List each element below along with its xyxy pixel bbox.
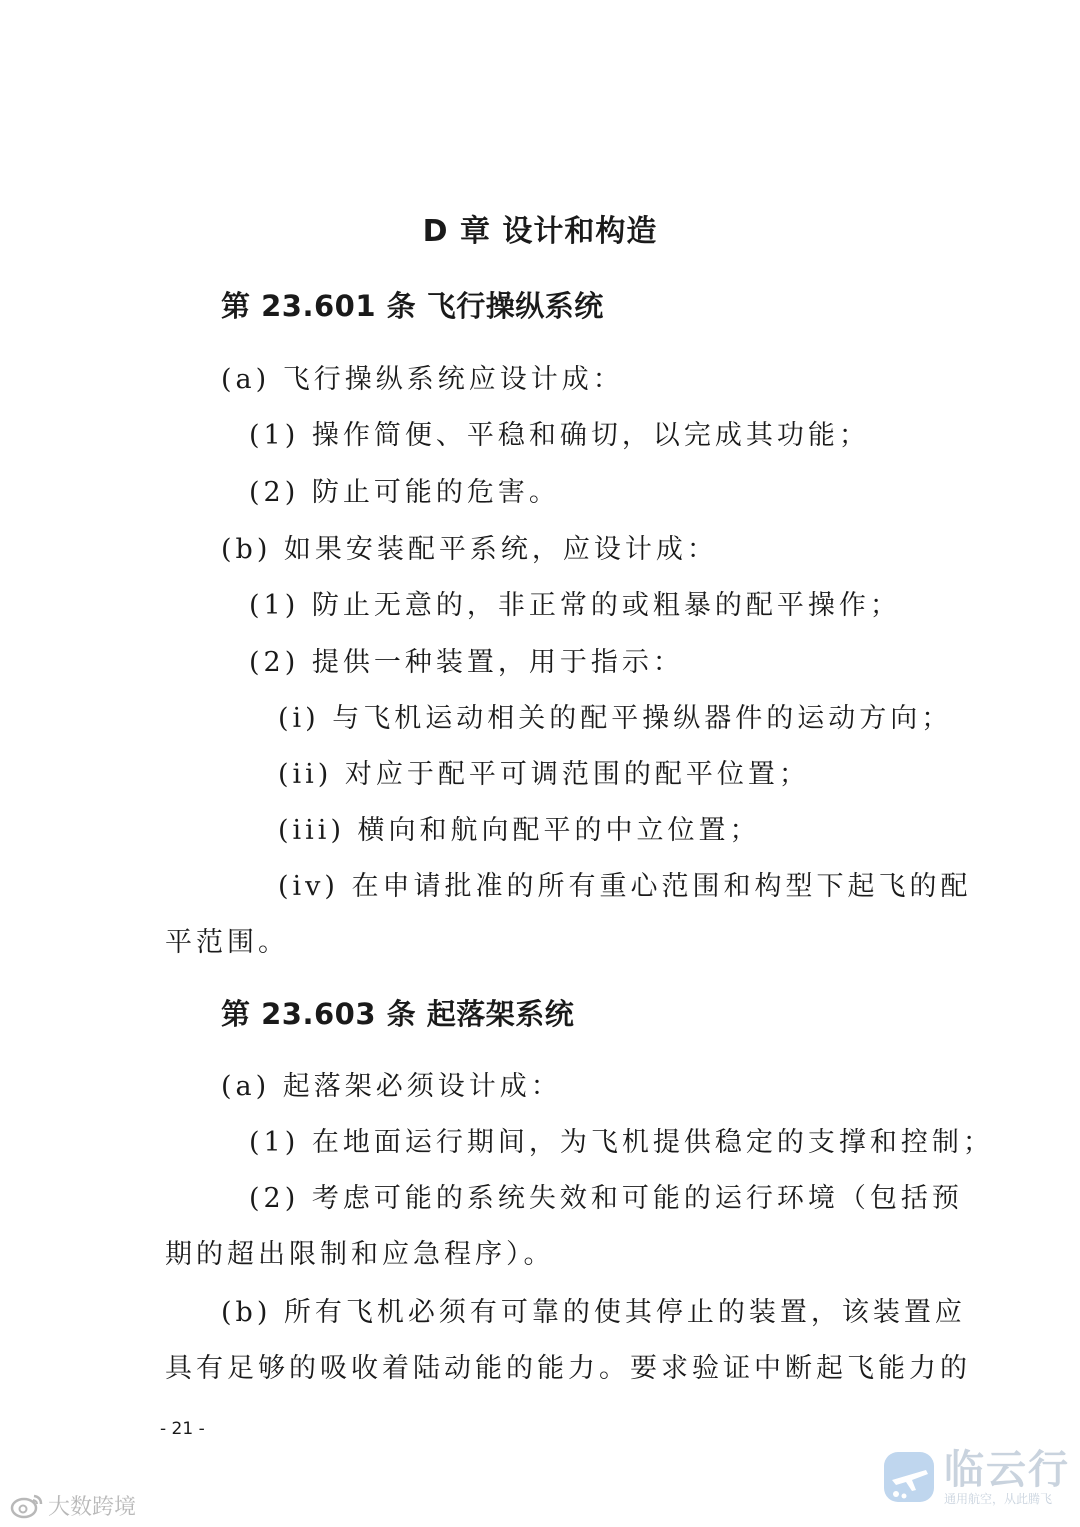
paragraph-line: 平范围。 bbox=[165, 927, 289, 958]
paragraph-line: (ii) 对应于配平可调范围的配平位置； bbox=[278, 759, 810, 790]
paragraph-line: (a) 飞行操纵系统应设计成： bbox=[221, 364, 624, 395]
airplane-logo-icon bbox=[882, 1450, 936, 1504]
paragraph-line: (b) 如果安装配平系统，应设计成： bbox=[221, 534, 718, 565]
weibo-icon bbox=[10, 1493, 44, 1519]
paragraph-line: (1) 操作简便、平稳和确切，以完成其功能； bbox=[249, 420, 870, 451]
paragraph-line: (2) 考虑可能的系统失效和可能的运行环境（包括预 bbox=[249, 1183, 963, 1214]
logo-slogan: 通用航空，从此腾飞 bbox=[944, 1492, 1053, 1506]
article-title-23-603: 第 23.603 条 起落架系统 bbox=[221, 997, 575, 1031]
article-title-23-601: 第 23.601 条 飞行操纵系统 bbox=[221, 289, 604, 323]
paragraph-line: (iv) 在申请批准的所有重心范围和构型下起飞的配 bbox=[278, 871, 972, 902]
paragraph-line: (iii) 横向和航向配平的中立位置； bbox=[278, 815, 761, 846]
paragraph-line: (1) 防止无意的，非正常的或粗暴的配平操作； bbox=[249, 590, 901, 621]
watermark-left bbox=[10, 1490, 136, 1521]
paragraph-line: (1) 在地面运行期间，为飞机提供稳定的支撑和控制； bbox=[249, 1127, 994, 1158]
chapter-title: D 章 设计和构造 bbox=[422, 214, 658, 249]
paragraph-line: 期的超出限制和应急程序）。 bbox=[165, 1239, 555, 1270]
watermark-left-text: 大数跨境 bbox=[48, 1495, 137, 1520]
page-number: - 21 - bbox=[160, 1419, 205, 1439]
logo-name: 临云行 bbox=[944, 1447, 1070, 1493]
paragraph-line: (2) 防止可能的危害。 bbox=[249, 477, 560, 508]
paragraph-line: (a) 起落架必须设计成： bbox=[221, 1071, 562, 1102]
paragraph-line: (2) 提供一种装置，用于指示： bbox=[249, 647, 684, 678]
paragraph-line: 具有足够的吸收着陆动能的能力。要求验证中断起飞能力的 bbox=[165, 1353, 971, 1384]
watermark-right-logo bbox=[882, 1448, 1070, 1506]
paragraph-line: (i) 与飞机运动相关的配平操纵器件的运动方向； bbox=[278, 703, 953, 734]
paragraph-line: (b) 所有飞机必须有可靠的使其停止的装置，该装置应 bbox=[221, 1297, 966, 1328]
